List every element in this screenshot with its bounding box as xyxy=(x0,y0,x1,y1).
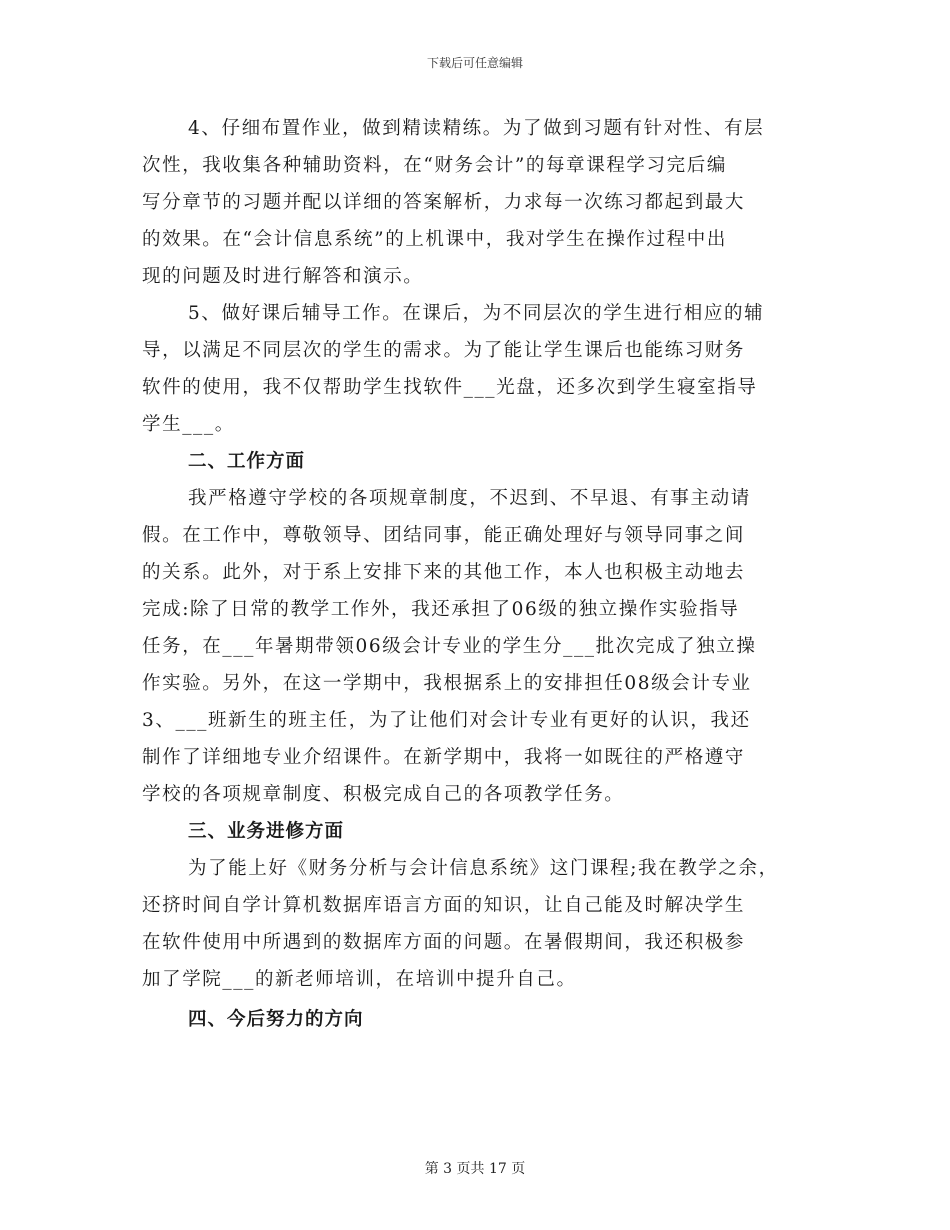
page-footer: 第 3 页共 17 页 xyxy=(424,1161,526,1177)
paragraph-line: 软件的使用，我不仅帮助学生找软件___光盘，还多次到学生寝室指导 xyxy=(142,377,758,398)
paragraph-line: 加了学院___的新老师培训，在培训中提升自己。 xyxy=(142,969,577,990)
paragraph-line: 我严格遵守学校的各项规章制度，不迟到、不早退、有事主动请 xyxy=(188,488,751,509)
paragraph-line: 学校的各项规章制度、积极完成自己的各项教学任务。 xyxy=(142,784,625,805)
paragraph-line: 完成:除了日常的教学工作外，我还承担了06级的独立操作实验指导 xyxy=(142,599,740,620)
section-heading-study: 三、业务进修方面 xyxy=(188,821,345,842)
paragraph-line: 还挤时间自学计算机数据库语言方面的知识，让自己能及时解决学生 xyxy=(142,895,746,916)
paragraph-line: 假。在工作中，尊敬领导、团结同事，能正确处理好与领导同事之间 xyxy=(142,525,746,546)
section-heading-future: 四、今后努力的方向 xyxy=(188,1009,364,1030)
paragraph-line: 在软件使用中所遇到的数据库方面的问题。在暑假期间，我还积极参 xyxy=(142,932,746,953)
document-body xyxy=(142,110,810,1041)
page-header: 下载后可任意编辑 xyxy=(426,56,523,70)
paragraph-line: 4、仔细布置作业，做到精读精练。为了做到习题有针对性、有层 xyxy=(188,118,765,139)
paragraph-line: 制作了详细地专业介绍课件。在新学期中，我将一如既往的严格遵守 xyxy=(142,747,746,768)
paragraph-line: 写分章节的习题并配以详细的答案解析，力求每一次练习都起到最大 xyxy=(142,192,746,213)
paragraph-line: 任务，在___年暑期带领06级会计专业的学生分___批次完成了独立操 xyxy=(142,636,757,657)
paragraph-line: 次性，我收集各种辅助资料，在“财务会计”的每章课程学习完后编 xyxy=(142,155,727,176)
paragraph-line: 学生___。 xyxy=(142,414,235,435)
paragraph-line: 现的问题及时进行解答和演示。 xyxy=(142,266,424,287)
paragraph-line: 为了能上好《财务分析与会计信息系统》这门课程;我在教学之余， xyxy=(188,858,779,879)
paragraph-line: 导，以满足不同层次的学生的需求。为了能让学生课后也能练习财务 xyxy=(142,340,746,361)
section-heading-work: 二、工作方面 xyxy=(188,451,306,472)
paragraph-line: 5、做好课后辅导工作。在课后，为不同层次的学生进行相应的辅 xyxy=(188,303,765,324)
paragraph-line: 的关系。此外，对于系上安排下来的其他工作，本人也积极主动地去 xyxy=(142,562,746,583)
paragraph-line: 作实验。另外，在这一学期中，我根据系上的安排担任08级会计专业 xyxy=(142,673,752,694)
paragraph-line: 3、___班新生的班主任，为了让他们对会计专业有更好的认识，我还 xyxy=(142,710,751,731)
paragraph-line: 的效果。在“会计信息系统”的上机课中，我对学生在操作过程中出 xyxy=(142,229,727,250)
